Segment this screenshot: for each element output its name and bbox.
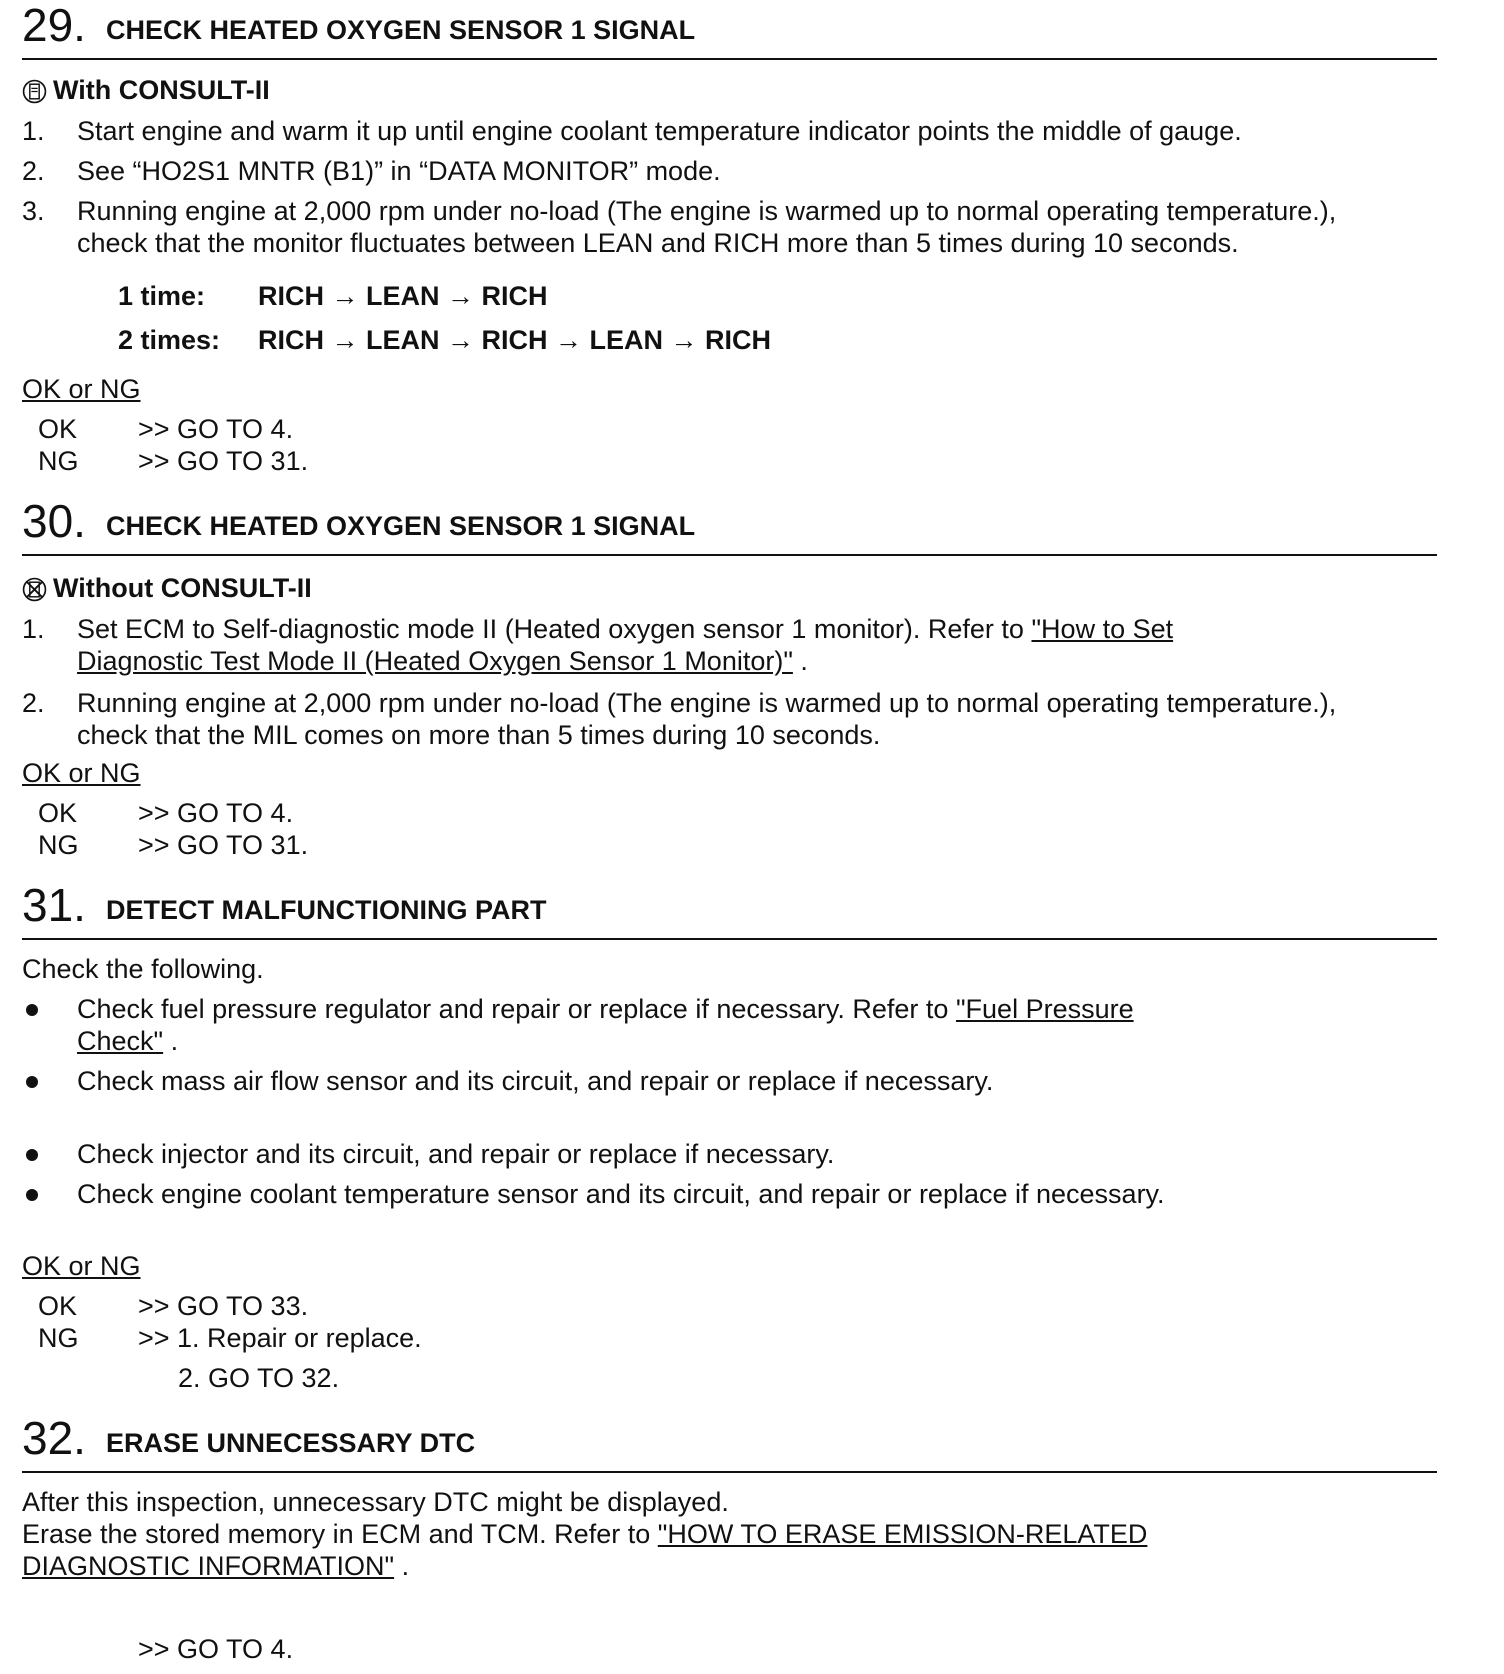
step-text: Start engine and warm it up until engine coolant temperature indicator points the middle of gauge. xyxy=(77,116,1242,146)
section-30-header xyxy=(22,496,1437,556)
mode-label: Without CONSULT-II xyxy=(53,573,312,603)
result-value-extra: 2. GO TO 32. xyxy=(178,1363,340,1393)
result-key: OK xyxy=(38,414,78,444)
section-29-header xyxy=(22,0,1437,60)
bullet-dot xyxy=(26,1149,38,1161)
result-label: OK or NG xyxy=(22,758,141,788)
step-text: Running engine at 2,000 rpm under no-load (The engine is warmed up to normal operating temperature.), xyxy=(77,196,1337,226)
section-title: CHECK HEATED OXYGEN SENSOR 1 SIGNAL xyxy=(106,511,696,541)
bullet-dot xyxy=(26,1076,38,1088)
link-fuel-pressure-check[interactable]: Check" xyxy=(77,1026,164,1056)
consult-icon xyxy=(22,79,47,104)
section-number: 32. xyxy=(22,1412,86,1464)
step-text: check that the monitor fluctuates between LEAN and RICH more than 5 times during 10 seconds. xyxy=(77,228,1239,258)
bullet-text-line: Check fuel pressure regulator and repair or replace if necessary. Refer to xyxy=(77,994,949,1024)
step-text: check that the MIL comes on more than 5 times during 10 seconds. xyxy=(77,720,881,750)
body-text-tail: . xyxy=(394,1551,410,1581)
sequence-value: RICH → LEAN → RICH → LEAN → RICH xyxy=(258,325,771,355)
bullet-text: Check engine coolant temperature sensor and its circuit, and repair or replace if necessary. xyxy=(77,1179,1165,1209)
result-key: OK xyxy=(38,798,78,828)
step-text: See “HO2S1 MNTR (B1)” in “DATA MONITOR” mode. xyxy=(77,156,721,186)
section-title: DETECT MALFUNCTIONING PART xyxy=(106,895,547,925)
result-value: >> GO TO 31. xyxy=(138,446,309,476)
section-number: 31. xyxy=(22,879,86,931)
sequence-label: 2 times: xyxy=(118,325,221,355)
step-number: 1. xyxy=(22,116,45,146)
step-text-tail: . xyxy=(792,646,808,676)
result-value: >> 1. Repair or replace. xyxy=(138,1323,422,1353)
step-text-line: Set ECM to Self-diagnostic mode II (Heated oxygen sensor 1 monitor). Refer to xyxy=(77,614,1024,644)
step-number: 2. xyxy=(22,156,45,186)
step-number: 1. xyxy=(22,614,45,644)
link-diagnostic-information[interactable]: DIAGNOSTIC INFORMATION" xyxy=(22,1551,395,1581)
body-text-line: Erase the stored memory in ECM and TCM. Refer to xyxy=(22,1519,651,1549)
section-title: ERASE UNNECESSARY DTC xyxy=(106,1428,476,1458)
result-value: >> GO TO 33. xyxy=(138,1291,309,1321)
result-value: >> GO TO 4. xyxy=(138,414,294,444)
result-value: >> GO TO 31. xyxy=(138,830,309,860)
mode-label: With CONSULT-II xyxy=(53,75,270,105)
body-text: After this inspection, unnecessary DTC might be displayed. xyxy=(22,1487,729,1517)
no-consult-icon xyxy=(22,577,47,602)
section-number: 29. xyxy=(22,0,86,51)
bullet-text xyxy=(77,993,1302,1057)
step-number: 3. xyxy=(22,196,45,226)
result-key: NG xyxy=(38,830,79,860)
body-text xyxy=(22,1518,1297,1582)
step-text: Running engine at 2,000 rpm under no-load (The engine is warmed up to normal operating temperature.), xyxy=(77,688,1337,718)
mode-with-consult xyxy=(22,74,270,106)
result-label: OK or NG xyxy=(22,374,141,404)
result-value: >> GO TO 4. xyxy=(138,798,294,828)
step-text xyxy=(77,613,1302,677)
bullet-dot xyxy=(26,1189,38,1201)
final-result: >> GO TO 4. xyxy=(138,1634,294,1664)
step-number: 2. xyxy=(22,688,45,718)
section-title: CHECK HEATED OXYGEN SENSOR 1 SIGNAL xyxy=(106,15,696,45)
result-key: OK xyxy=(38,1291,78,1321)
link-how-to-erase[interactable]: "HOW TO ERASE EMISSION-RELATED xyxy=(657,1519,1148,1549)
bullet-text: Check injector and its circuit, and repair or replace if necessary. xyxy=(77,1139,835,1169)
link-how-to-set[interactable]: "How to Set xyxy=(1031,614,1174,644)
result-key: NG xyxy=(38,1323,79,1353)
bullet-dot xyxy=(26,1004,38,1016)
section-32-header xyxy=(22,1413,1437,1473)
sequence-value: RICH → LEAN → RICH xyxy=(258,281,548,311)
link-diagnostic-test-mode[interactable]: Diagnostic Test Mode II (Heated Oxygen Sensor 1 Monitor)" xyxy=(77,646,793,676)
result-label: OK or NG xyxy=(22,1251,141,1281)
bullet-text-tail: . xyxy=(163,1026,179,1056)
link-fuel-pressure[interactable]: "Fuel Pressure xyxy=(955,994,1134,1024)
section-31-header xyxy=(22,880,1437,940)
intro-text: Check the following. xyxy=(22,954,264,984)
mode-without-consult xyxy=(22,572,312,604)
section-number: 30. xyxy=(22,495,86,547)
bullet-text: Check mass air flow sensor and its circuit, and repair or replace if necessary. xyxy=(77,1066,994,1096)
sequence-label: 1 time: xyxy=(118,281,206,311)
result-key: NG xyxy=(38,446,79,476)
